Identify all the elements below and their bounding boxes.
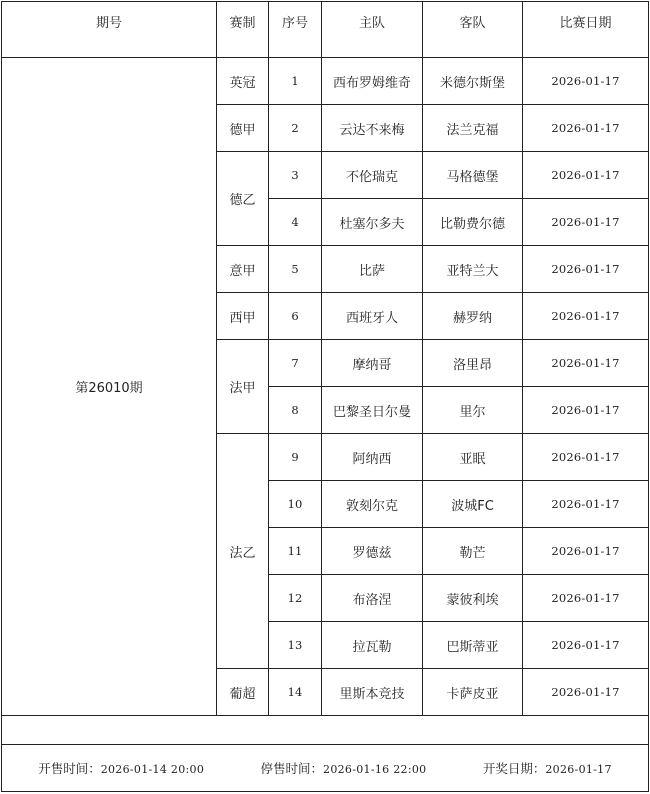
seq-cell: 10 bbox=[269, 481, 322, 528]
header-seq: 序号 bbox=[269, 2, 322, 58]
home-team-cell: 巴黎圣日尔曼 bbox=[322, 387, 423, 434]
seq-cell: 6 bbox=[269, 293, 322, 340]
league-cell: 德甲 bbox=[217, 105, 269, 152]
home-team-cell: 布洛涅 bbox=[322, 575, 423, 622]
league-cell: 英冠 bbox=[217, 58, 269, 105]
header-league: 赛制 bbox=[217, 2, 269, 58]
home-team-cell: 杜塞尔多夫 bbox=[322, 199, 423, 246]
sale-start-value: 2026-01-14 20:00 bbox=[100, 763, 205, 776]
home-team-cell: 云达不来梅 bbox=[322, 105, 423, 152]
away-team-cell: 洛里昂 bbox=[423, 340, 523, 387]
sale-end bbox=[261, 759, 427, 777]
sale-start bbox=[38, 759, 204, 777]
seq-cell: 3 bbox=[269, 152, 322, 199]
league-cell: 德乙 bbox=[217, 152, 269, 246]
away-team-cell: 法兰克福 bbox=[423, 105, 523, 152]
blank-cell bbox=[2, 716, 649, 745]
match-date-cell: 2026-01-17 bbox=[523, 622, 649, 669]
home-team-cell: 摩纳哥 bbox=[322, 340, 423, 387]
seq-cell: 8 bbox=[269, 387, 322, 434]
league-cell: 葡超 bbox=[217, 669, 269, 716]
draw-date bbox=[483, 759, 612, 777]
footer-info bbox=[2, 759, 648, 777]
match-date-cell: 2026-01-17 bbox=[523, 340, 649, 387]
away-team-cell: 米德尔斯堡 bbox=[423, 58, 523, 105]
seq-cell: 11 bbox=[269, 528, 322, 575]
header-date: 比赛日期 bbox=[523, 2, 649, 58]
sale-end-label: 停售时间： bbox=[260, 761, 324, 776]
match-date-cell: 2026-01-17 bbox=[523, 481, 649, 528]
home-team-cell: 拉瓦勒 bbox=[322, 622, 423, 669]
match-date-cell: 2026-01-17 bbox=[523, 293, 649, 340]
header-row bbox=[2, 2, 649, 58]
away-team-cell: 勒芒 bbox=[423, 528, 523, 575]
table-row bbox=[2, 58, 649, 105]
sale-start-label: 开售时间： bbox=[38, 761, 101, 776]
home-team-cell: 西布罗姆维奇 bbox=[322, 58, 423, 105]
seq-cell: 4 bbox=[269, 199, 322, 246]
match-date-cell: 2026-01-17 bbox=[523, 199, 649, 246]
match-date-cell: 2026-01-17 bbox=[523, 152, 649, 199]
seq-cell: 13 bbox=[269, 622, 322, 669]
away-team-cell: 赫罗纳 bbox=[423, 293, 523, 340]
match-date-cell: 2026-01-17 bbox=[523, 528, 649, 575]
seq-cell: 2 bbox=[269, 105, 322, 152]
period-cell: 第26010期 bbox=[2, 58, 217, 716]
match-date-cell: 2026-01-17 bbox=[523, 387, 649, 434]
home-team-cell: 罗德兹 bbox=[322, 528, 423, 575]
home-team-cell: 里斯本竞技 bbox=[322, 669, 423, 716]
match-date-cell: 2026-01-17 bbox=[523, 58, 649, 105]
away-team-cell: 卡萨皮亚 bbox=[423, 669, 523, 716]
league-cell: 法乙 bbox=[217, 434, 269, 669]
seq-cell: 9 bbox=[269, 434, 322, 481]
away-team-cell: 里尔 bbox=[423, 387, 523, 434]
match-date-cell: 2026-01-17 bbox=[523, 434, 649, 481]
match-date-cell: 2026-01-17 bbox=[523, 575, 649, 622]
seq-cell: 12 bbox=[269, 575, 322, 622]
header-period: 期号 bbox=[2, 2, 217, 58]
seq-cell: 7 bbox=[269, 340, 322, 387]
match-date-cell: 2026-01-17 bbox=[523, 105, 649, 152]
draw-date-value: 2026-01-17 bbox=[545, 763, 612, 776]
seq-cell: 5 bbox=[269, 246, 322, 293]
match-body bbox=[2, 58, 649, 716]
seq-cell: 1 bbox=[269, 58, 322, 105]
away-team-cell: 蒙彼利埃 bbox=[423, 575, 523, 622]
header-away: 客队 bbox=[423, 2, 523, 58]
home-team-cell: 阿纳西 bbox=[322, 434, 423, 481]
away-team-cell: 波城FC bbox=[423, 481, 523, 528]
away-team-cell: 亚眠 bbox=[423, 434, 523, 481]
seq-cell: 14 bbox=[269, 669, 322, 716]
header-home: 主队 bbox=[322, 2, 423, 58]
away-team-cell: 亚特兰大 bbox=[423, 246, 523, 293]
home-team-cell: 不伦瑞克 bbox=[322, 152, 423, 199]
footer-cell bbox=[2, 745, 649, 792]
home-team-cell: 西班牙人 bbox=[322, 293, 423, 340]
match-date-cell: 2026-01-17 bbox=[523, 246, 649, 293]
sale-end-value: 2026-01-16 22:00 bbox=[323, 763, 427, 776]
blank-row bbox=[2, 716, 649, 745]
schedule-table bbox=[1, 1, 649, 792]
league-cell: 意甲 bbox=[217, 246, 269, 293]
match-date-cell: 2026-01-17 bbox=[523, 669, 649, 716]
league-cell: 西甲 bbox=[217, 293, 269, 340]
away-team-cell: 马格德堡 bbox=[423, 152, 523, 199]
away-team-cell: 巴斯蒂亚 bbox=[423, 622, 523, 669]
footer-row bbox=[2, 745, 649, 792]
home-team-cell: 比萨 bbox=[322, 246, 423, 293]
home-team-cell: 敦刻尔克 bbox=[322, 481, 423, 528]
draw-date-label: 开奖日期： bbox=[482, 761, 546, 776]
away-team-cell: 比勒费尔德 bbox=[423, 199, 523, 246]
league-cell: 法甲 bbox=[217, 340, 269, 434]
